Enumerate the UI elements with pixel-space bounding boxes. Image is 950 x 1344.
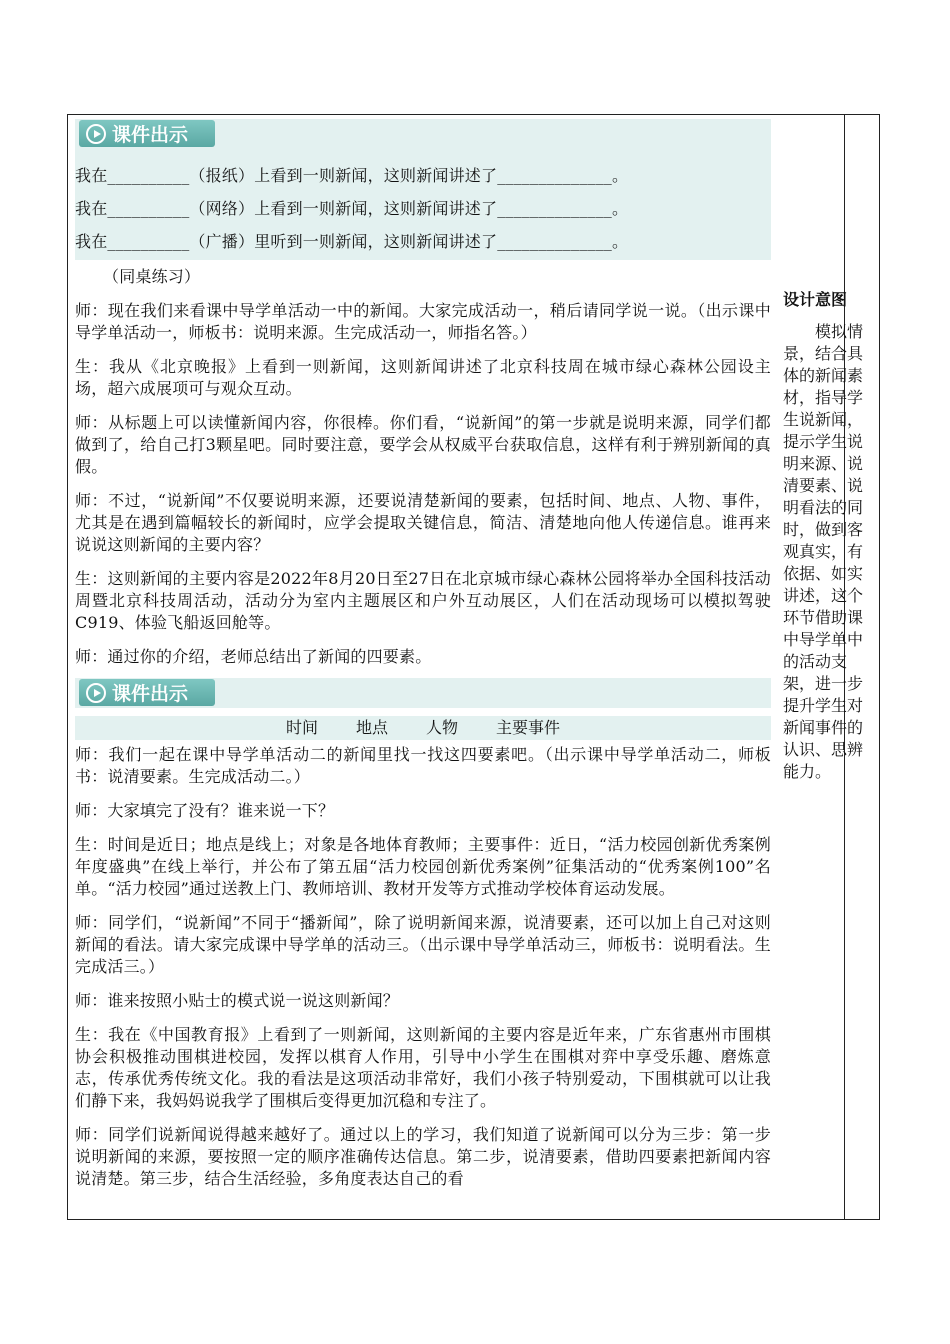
element-place: 地点 — [355, 718, 388, 737]
dialogue-paragraph: 师：谁来按照小贴士的模式说一说这则新闻？ — [75, 991, 400, 1010]
dialogue-paragraph: 生：我在《中国教育报》上看到了一则新闻，这则新闻的主要内容是近年来，广东省惠州市围棋协会积极推动围棋进校园，发挥以棋育人作用，引导中小学生在围棋对弈中享受乐趣、磨炼意志，传承优秀传统文化。我的看法是这项活动非常好，我们小孩子特别爱动，下围棋就可以让我们静下来，我妈妈说我学了围棋后变得更加沉稳和专注了。 — [75, 1025, 771, 1110]
design-intent-column — [783, 4, 871, 783]
dialogue-paragraph: 师：同学们说新闻说得越来越好了。通过以上的学习，我们知道了说新闻可以分为三步：第一步说明新闻的来源，要按照一定的顺序准确传达信息。第二步，说清要素，借助四要素把新闻内容说清楚。第三步，结合生活经验，多角度表达自己的看 — [75, 1125, 771, 1188]
dialogue-paragraph: 师：现在我们来看课中导学单活动一中的新闻。大家完成活动一，稍后请同学说一说。（出示课中导学单活动一，师板书：说明来源。生完成活动一，师指名答。） — [75, 301, 771, 342]
dialogue-paragraph: 生：我从《北京晚报》上看到一则新闻，这则新闻讲述了北京科技周在城市绿心森林公园设主场，超六成展项可与观众互动。 — [75, 357, 771, 398]
dialogue-paragraph: 师：大家填完了没有？谁来说一下？ — [75, 801, 335, 820]
dialogue-paragraph: 师：从标题上可以读懂新闻内容，你很棒。你们看，“说新闻”的第一步就是说明来源，同学们都做到了，给自己打3颗星吧。同时要注意，要学会从权威平台获取信息，这样有利于辨别新闻的真假。 — [75, 413, 771, 476]
fill-in-line: 我在__________（广播）里听到一则新闻，这则新闻讲述了______________。 — [75, 232, 629, 251]
dialogue-paragraph: 生：这则新闻的主要内容是2022年8月20日至27日在北京城市绿心森林公园将举办全国科技活动周暨北京科技周活动，活动分为室内主题展区和户外互动展区，人们在活动现场可以模拟驾驶C919、体验飞船返回舱等。 — [75, 569, 771, 632]
fill-in-line: 我在__________（报纸）上看到一则新闻，这则新闻讲述了______________。 — [75, 166, 629, 185]
dialogue-paragraph: 师：同学们，“说新闻”不同于“播新闻”，除了说明新闻来源，说清要素，还可以加上自己对这则新闻的看法。请大家完成课中导学单的活动三。（出示课中导学单活动三，师板书：说明看法。生完成活三。） — [75, 913, 771, 976]
play-circle-icon — [86, 124, 106, 144]
courseware-badge — [79, 120, 215, 147]
courseware-badge — [79, 679, 215, 706]
design-intent-title: 设计意图 — [783, 290, 848, 309]
dialogue-paragraph: 师：通过你的介绍，老师总结出了新闻的四要素。 — [75, 647, 432, 666]
lesson-main-column — [75, 119, 771, 1190]
design-intent-text: 模拟情景，结合具体的新闻素材，指导学生说新闻，提示学生说明来源、说清要素、说明看法的同时，做到客观真实，有依据、如实讲述，这个环节借助课中导学单中的活动支架，进一步提升学生对新闻事件的认识、思辨能力。 — [783, 322, 864, 781]
dialogue-paragraph: 师：不过，“说新闻”不仅要说明来源，还要说清楚新闻的要素，包括时间、地点、人物、事件，尤其是在遇到篇幅较长的新闻时，应学会提取关键信息，简洁、清楚地向他人传递信息。谁再来说说这则新闻的主要内容？ — [75, 491, 771, 554]
dialogue-paragraph: 师：我们一起在课中导学单活动二的新闻里找一找这四要素吧。（出示课中导学单活动二，师板书：说清要素。生完成活动二。） — [75, 745, 771, 786]
dialogue-paragraph: 生：时间是近日；地点是线上；对象是各地体育教师；主要事件：近日，“活力校园创新优秀案例年度盛典”在线上举行，并公布了第五届“活力校园创新优秀案例”征集活动的“优秀案例100”名单。“活力校园”通过送教上门、教师培训、教材开发等方式推动学校体育运动发展。 — [75, 835, 771, 898]
courseware-label: 课件出示 — [112, 124, 189, 146]
design-intent-body — [783, 321, 871, 783]
courseware-banner — [75, 678, 771, 708]
element-event: 主要事件 — [496, 718, 561, 737]
deskmate-note: （同桌练习） — [103, 267, 201, 286]
fill-in-template — [75, 149, 771, 260]
fill-in-line: 我在__________（网络）上看到一则新闻，这则新闻讲述了______________。 — [75, 199, 629, 218]
element-people: 人物 — [426, 718, 459, 737]
news-elements — [75, 716, 771, 740]
courseware-label: 课件出示 — [112, 683, 189, 705]
play-circle-icon — [86, 683, 106, 703]
element-time: 时间 — [285, 718, 318, 737]
courseware-banner — [75, 119, 771, 149]
lesson-table — [67, 114, 880, 1220]
